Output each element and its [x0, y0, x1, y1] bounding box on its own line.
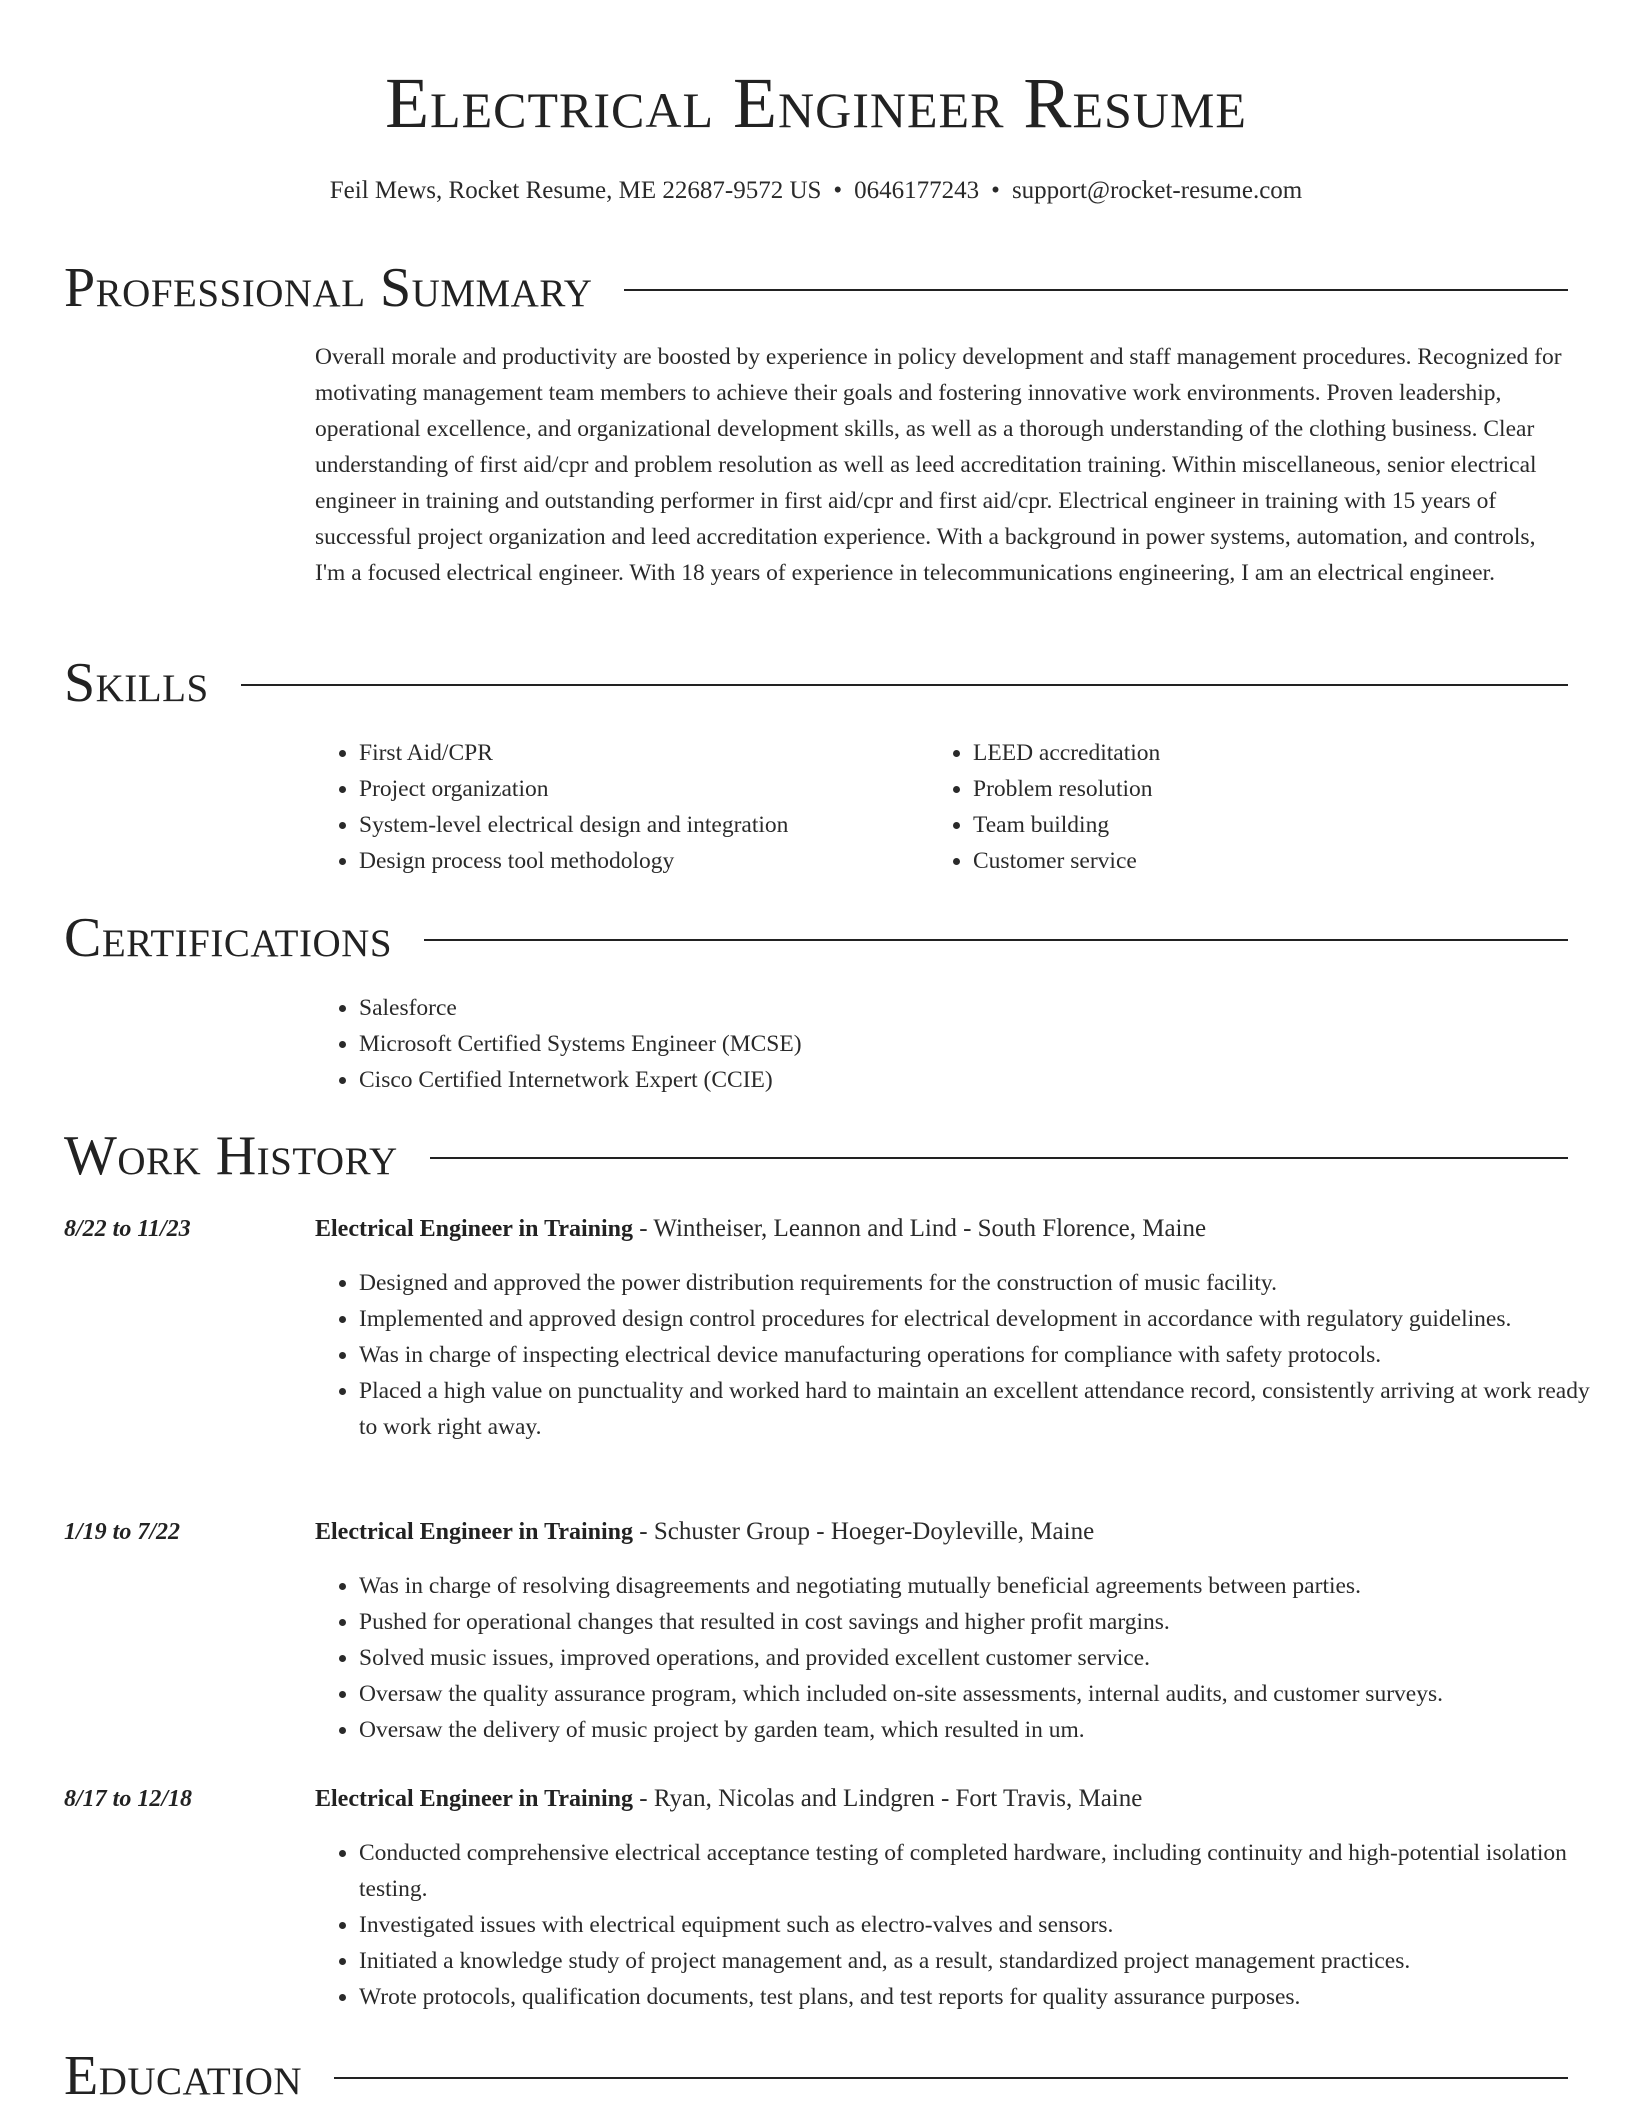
- skills-column-right: [929, 735, 1529, 879]
- summary-paragraph: Overall morale and productivity are boosted by experience in policy development and staff management procedures. Recognized for motivating management team members to achieve their goals and fostering innovative work environments. Proven leadership, operational excellence, and organizational development skills, as well as a thorough understanding of the clothing business. Clear understanding of first aid/cpr and problem resolution as well as leed accreditation training. Within miscellaneous, senior electrical engineer in training and outstanding performer in first aid/cpr and first aid/cpr. Electrical engineer in training with 15 years of successful project organization and leed accreditation experience. With a background in power systems, automation, and controls, I'm a focused electrical engineer. With 18 years of experience in telecommunications engineering, I am an electrical engineer.: [315, 344, 1562, 586]
- section-title-work-history: Work History: [64, 1125, 398, 1187]
- job-bullets: [315, 1568, 1612, 1748]
- section-title-education: Education: [64, 2045, 303, 2107]
- certifications-block: [315, 990, 802, 1098]
- job-bullets: [315, 1265, 1612, 1445]
- job-title-line: [315, 1781, 1142, 1817]
- job-title-line: [315, 1514, 1094, 1550]
- section-divider: [624, 289, 1568, 291]
- resume-title: Electrical Engineer Resume: [385, 63, 1247, 143]
- certification-item: • Microsoft Certified Systems Engineer (MCSE): [359, 1026, 802, 1062]
- job-bullet: • Solved music issues, improved operations, and provided excellent customer service.: [359, 1640, 1612, 1676]
- job-dates: 1/19 to 7/22: [64, 1519, 181, 1545]
- job-role: Electrical Engineer in Training: [315, 1786, 633, 1812]
- skill-item: • LEED accreditation: [973, 735, 1529, 771]
- job-bullet: • Conducted comprehensive electrical acceptance testing of completed hardware, including continuity and high-potential isolation testing.: [359, 1835, 1612, 1907]
- certification-item: • Cisco Certified Internetwork Expert (CCIE): [359, 1062, 802, 1098]
- job-role: Electrical Engineer in Training: [315, 1519, 633, 1545]
- skill-item: • Problem resolution: [973, 771, 1529, 807]
- job-bullet: • Designed and approved the power distribution requirements for the construction of music facility.: [359, 1265, 1612, 1301]
- section-divider: [334, 2077, 1568, 2079]
- job-bullet: • Pushed for operational changes that resulted in cost savings and higher profit margins.: [359, 1604, 1612, 1640]
- section-header-summary: [64, 255, 1568, 321]
- job-bullet: • Wrote protocols, qualification documents, test plans, and test reports for quality assurance purposes.: [359, 1979, 1612, 2015]
- contact-line: [0, 174, 1632, 208]
- section-header-certifications: [64, 905, 1568, 971]
- section-title-summary: Professional Summary: [64, 257, 593, 319]
- section-header-work-history: [64, 1123, 1568, 1189]
- job-employer: - Schuster Group - Hoeger-Doyleville, Maine: [633, 1518, 1095, 1545]
- job-bullet: • Was in charge of resolving disagreements and negotiating mutually beneficial agreements between parties.: [359, 1568, 1612, 1604]
- section-divider: [241, 684, 1568, 686]
- skill-item: • Design process tool methodology: [359, 843, 915, 879]
- job-dates: 8/22 to 11/23: [64, 1216, 191, 1242]
- section-divider: [424, 939, 1568, 941]
- contact-separator: •: [833, 177, 843, 204]
- certification-item: • Salesforce: [359, 990, 802, 1026]
- skills-list-right: [929, 735, 1529, 879]
- job-bullet: • Investigated issues with electrical equipment such as electro-valves and sensors.: [359, 1907, 1612, 1943]
- job-role: Electrical Engineer in Training: [315, 1216, 633, 1242]
- contact-phone: 0646177243: [854, 177, 980, 204]
- section-title-certifications: Certifications: [64, 907, 393, 969]
- skills-column-left: [315, 735, 915, 879]
- job-bullet: • Oversaw the delivery of music project by garden team, which resulted in um.: [359, 1712, 1612, 1748]
- skill-item: • Customer service: [973, 843, 1529, 879]
- skill-item: • First Aid/CPR: [359, 735, 915, 771]
- contact-email: support@rocket-resume.com: [1011, 177, 1303, 204]
- skill-item: • System-level electrical design and integration: [359, 807, 915, 843]
- job-dates: 8/17 to 12/18: [64, 1786, 193, 1812]
- job-bullet: • Placed a high value on punctuality and worked hard to maintain an excellent attendance record, consistently arriving at work ready to work right away.: [359, 1373, 1612, 1445]
- job-bullet: • Oversaw the quality assurance program, which included on-site assessments, internal audits, and customer surveys.: [359, 1676, 1612, 1712]
- job-employer: - Wintheiser, Leannon and Lind - South Florence, Maine: [633, 1215, 1207, 1242]
- section-title-skills: Skills: [64, 652, 209, 714]
- section-divider: [430, 1157, 1568, 1159]
- job-employer: - Ryan, Nicolas and Lindgren - Fort Travis, Maine: [633, 1785, 1143, 1812]
- job-bullet: • Implemented and approved design control procedures for electrical development in accordance with regulatory guidelines.: [359, 1301, 1612, 1337]
- job-title-line: [315, 1211, 1206, 1247]
- contact-address: Feil Mews, Rocket Resume, ME 22687-9572 US: [329, 177, 822, 204]
- job-bullets: [315, 1835, 1612, 2015]
- certifications-list: [315, 990, 802, 1098]
- skill-item: • Project organization: [359, 771, 915, 807]
- job-bullet: • Initiated a knowledge study of project management and, as a result, standardized project management practices.: [359, 1943, 1612, 1979]
- job-bullet: • Was in charge of inspecting electrical device manufacturing operations for compliance with safety protocols.: [359, 1337, 1612, 1373]
- skill-item: • Team building: [973, 807, 1529, 843]
- section-header-education: [64, 2043, 1568, 2109]
- contact-separator: •: [991, 177, 1000, 204]
- skills-list-left: [315, 735, 915, 879]
- section-header-skills: [64, 650, 1568, 716]
